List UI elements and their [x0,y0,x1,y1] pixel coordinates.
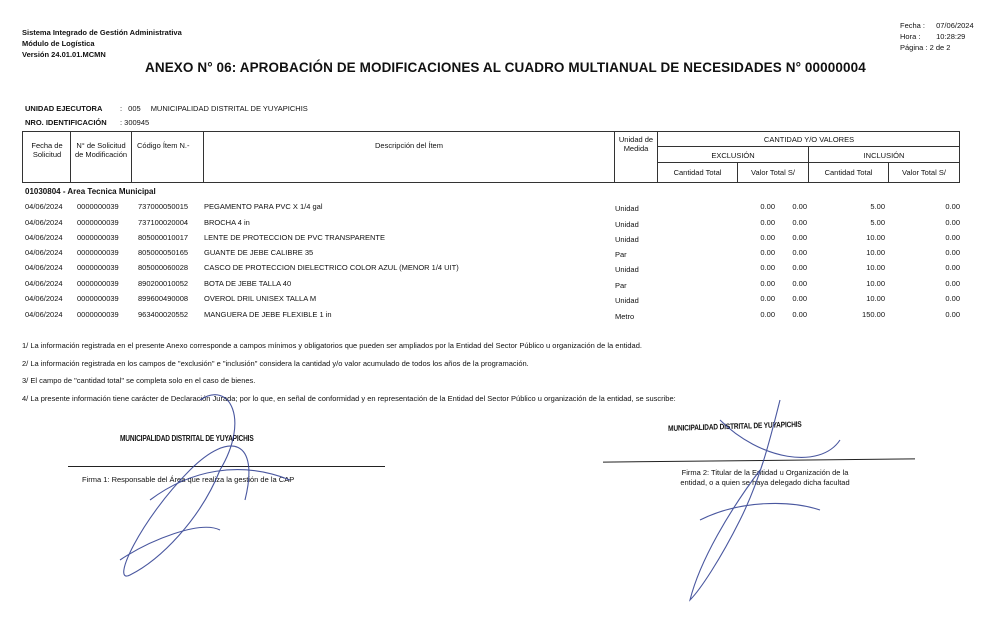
cell-inc-val: 0.00 [945,263,960,272]
cell-inc-val: 0.00 [945,248,960,257]
cell-desc: GUANTE DE JEBE CALIBRE 35 [204,248,314,257]
cell-exc-cant: 0.00 [760,310,775,319]
cell-fecha: 04/06/2024 [25,233,63,242]
cell-unidad: Unidad [615,204,639,213]
th-inc-val: Valor Total S/ [902,168,946,177]
cell-inc-val: 0.00 [945,218,960,227]
th-inclusion: INCLUSIÓN [863,151,905,160]
cell-unidad: Par [615,250,627,259]
cell-exc-val: 0.00 [792,233,807,242]
th-descripcion: Descripción del Ítem [375,141,443,150]
cell-exc-val: 0.00 [792,310,807,319]
left-caption: Firma 1: Responsable del Área que realiza la gestión de la CAP [82,475,295,484]
th-inc-cant: Cantidad Total [824,168,873,177]
th-exc-val: Valor Total S/ [751,168,795,177]
module-name: Módulo de Logística [22,39,95,48]
cell-exc-cant: 0.00 [760,233,775,242]
ue-label: UNIDAD EJECUTORA [25,104,103,113]
cell-nro: 0000000039 [77,218,119,227]
cell-nro: 0000000039 [77,248,119,257]
cell-fecha: 04/06/2024 [25,310,63,319]
note-3: 3/ El campo de "cantidad total" se completa solo en el caso de bienes. [22,376,256,385]
cell-nro: 0000000039 [77,279,119,288]
cell-inc-cant: 10.00 [866,233,885,242]
cell-codigo: 805000060028 [138,263,189,272]
ue-code: 005 [128,104,141,113]
right-caption-line-1: Firma 2: Titular de la Entidad u Organización de la [681,468,849,477]
pagina-value: 2 de 2 [929,43,951,52]
cell-nro: 0000000039 [77,310,119,319]
th-fecha: Fecha de Solicitud [31,141,63,159]
th-exc-cant: Cantidad Total [673,168,722,177]
cell-exc-cant: 0.00 [760,279,775,288]
cell-exc-cant: 0.00 [760,218,775,227]
id-label: NRO. IDENTIFICACIÓN [25,118,107,127]
th-cantidad-valores: CANTIDAD Y/O VALORES [763,135,855,144]
cell-inc-val: 0.00 [945,279,960,288]
cell-unidad: Par [615,281,627,290]
unidad-block: UNIDAD EJECUTORA : 005 MUNICIPALIDAD DISTRITAL DE YUYAPICHIS NRO. IDENTIFICACIÓN : 300945 [25,102,308,130]
cell-exc-val: 0.00 [792,294,807,303]
cell-unidad: Unidad [615,220,639,229]
left-stamp: MUNICIPALIDAD DISTRITAL DE YUYAPICHIS [120,434,254,443]
cell-fecha: 04/06/2024 [25,263,63,272]
cell-inc-val: 0.00 [945,233,960,242]
cell-codigo: 963400020552 [138,310,189,319]
cell-exc-val: 0.00 [792,218,807,227]
cell-inc-cant: 5.00 [870,218,885,227]
cell-inc-cant: 150.00 [862,310,885,319]
cell-inc-cant: 10.00 [866,279,885,288]
cell-desc: OVEROL DRIL UNISEX TALLA M [204,294,317,303]
cell-codigo: 890200010052 [138,279,189,288]
cell-fecha: 04/06/2024 [25,202,63,211]
cell-exc-cant: 0.00 [760,294,775,303]
note-1: 1/ La información registrada en el presente Anexo corresponde a campos mínimos y obligatorios que pueden ser ampliados por la Entidad del Sector Público u organización de la entidad. [22,341,642,350]
th-codigo: Código Ítem N.- [137,141,190,150]
fecha-value: 07/06/2024 [936,21,974,30]
cell-exc-val: 0.00 [792,263,807,272]
th-unidad: Unidad de Medida [618,135,654,153]
cell-fecha: 04/06/2024 [25,218,63,227]
note-2: 2/ La información registrada en los campos de "exclusión" e "inclusión" considera la cantidad y/o valor acumulado de todos los años de la programación. [22,358,529,368]
th-nro: N° de Solicitud de Modificación [74,141,128,159]
cell-desc: CASCO DE PROTECCION DIELECTRICO COLOR AZUL (MENOR 1/4 UIT) [204,263,459,272]
id-value: 300945 [124,118,150,127]
cell-inc-val: 0.00 [945,294,960,303]
cell-desc: MANGUERA DE JEBE FLEXIBLE 1 in [204,310,332,319]
cell-unidad: Unidad [615,265,639,274]
cell-unidad: Unidad [615,296,639,305]
cell-inc-cant: 10.00 [866,294,885,303]
cell-inc-cant: 10.00 [866,248,885,257]
ue-name: MUNICIPALIDAD DISTRITAL DE YUYAPICHIS [150,104,308,113]
cell-desc: PEGAMENTO PARA PVC X 1/4 gal [204,202,323,211]
cell-nro: 0000000039 [77,233,119,242]
cell-fecha: 04/06/2024 [25,279,63,288]
cell-exc-cant: 0.00 [760,248,775,257]
cell-codigo: 805000050165 [138,248,189,257]
cell-nro: 0000000039 [77,263,119,272]
cell-inc-val: 0.00 [945,202,960,211]
cell-exc-val: 0.00 [792,279,807,288]
cell-nro: 0000000039 [77,294,119,303]
hora-label: Hora : [900,32,921,41]
right-stamp: MUNICIPALIDAD DISTRITAL DE YUYAPICHIS [668,419,802,433]
cell-nro: 0000000039 [77,202,119,211]
group-label: 01030804 - Area Tecnica Municipal [25,187,156,196]
cell-inc-cant: 5.00 [870,202,885,211]
pagina-label: Página : [900,43,928,52]
cell-codigo: 737000050015 [138,202,189,211]
cell-exc-cant: 0.00 [760,263,775,272]
document-title: ANEXO N° 06: APROBACIÓN DE MODIFICACIONES AL CUADRO MULTIANUAL DE NECESIDADES N° 00000004 [145,60,866,75]
cell-fecha: 04/06/2024 [25,248,63,257]
fecha-label: Fecha : [900,21,926,30]
cell-inc-val: 0.00 [945,310,960,319]
cell-inc-cant: 10.00 [866,263,885,272]
cell-desc: BOTA DE JEBE TALLA 40 [204,279,292,288]
cell-exc-val: 0.00 [792,248,807,257]
th-exclusion: EXCLUSIÓN [711,151,755,160]
cell-codigo: 899600490008 [138,294,189,303]
hora-value: 10:28:29 [936,32,966,41]
cell-exc-val: 0.00 [792,202,807,211]
cell-desc: BROCHA 4 in [204,218,250,227]
version: Versión 24.01.01.MCMN [22,50,106,59]
cell-exc-cant: 0.00 [760,202,775,211]
right-caption-line-2: entidad, o a quien se haya delegado dicha facultad [680,478,850,487]
cell-unidad: Metro [615,312,635,321]
cell-codigo: 805000010017 [138,233,189,242]
cell-fecha: 04/06/2024 [25,294,63,303]
cell-desc: LENTE DE PROTECCION DE PVC TRANSPARENTE [204,233,386,242]
cell-codigo: 737100020004 [138,218,189,227]
note-4: 4/ La presente información tiene carácter de Declaración Jurada; por lo que, en señal de conformidad y en representación de la Entidad del Sector Público u organización de la entidad, se suscribe: [22,393,676,403]
cell-unidad: Unidad [615,235,639,244]
system-name: Sistema Integrado de Gestión Administrativa [22,28,182,37]
